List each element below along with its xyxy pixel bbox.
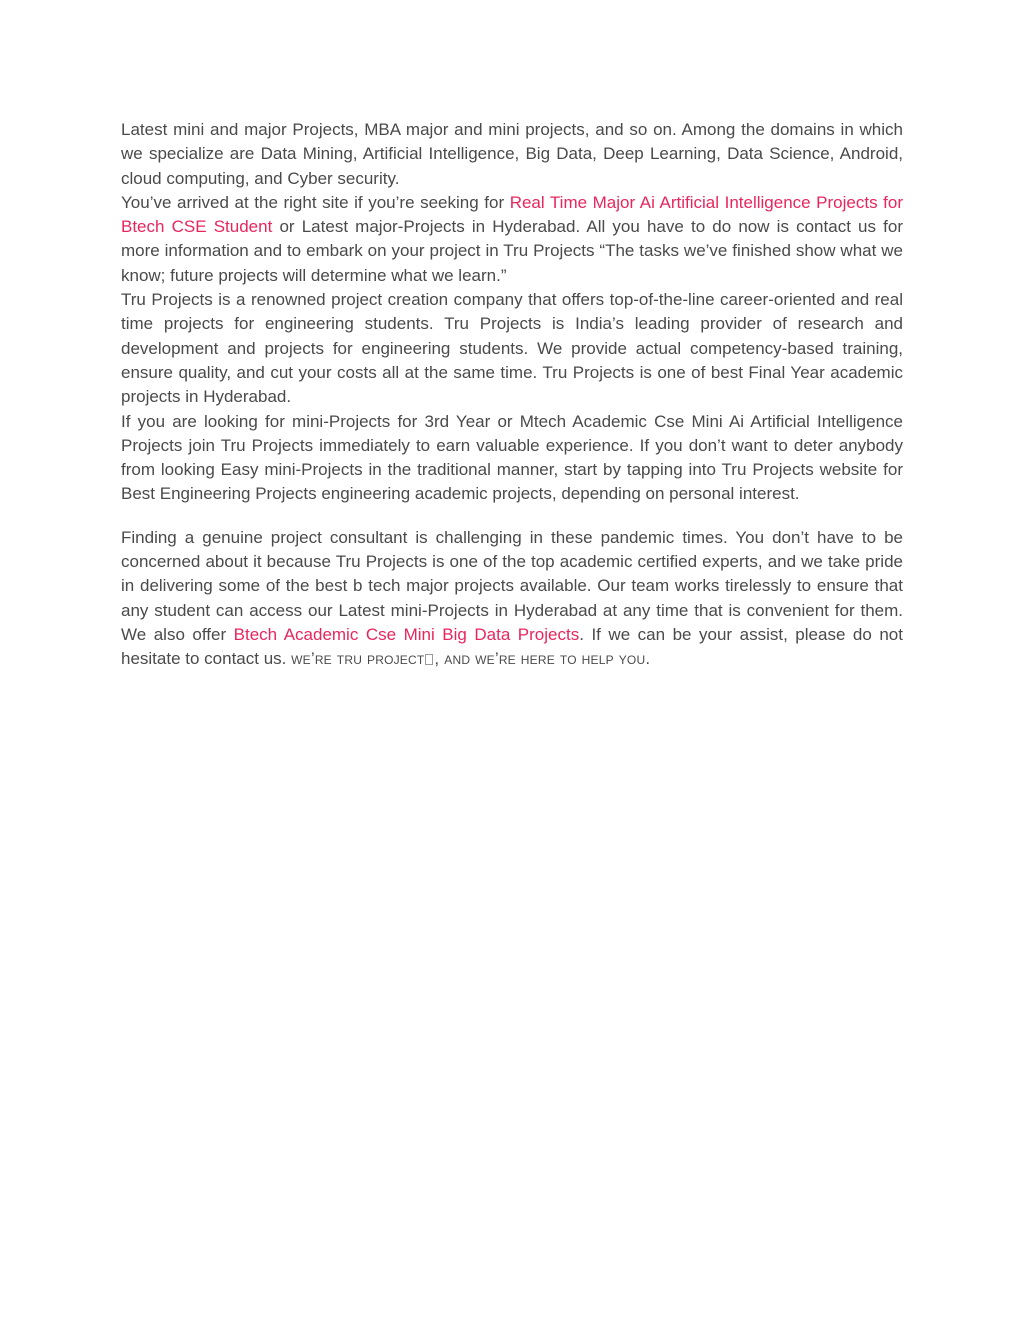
missing-glyph-icon	[425, 654, 433, 665]
big-data-projects-link[interactable]: Btech Academic Cse Mini Big Data Projects	[233, 624, 580, 644]
paragraph-company: Tru Projects is a renowned project creation company that offers top-of-the-line career-oriented and real time projects for engineering students. Tru Projects is India’s leading provider of research and development and projects for engineering students. We provide actual competency-based training, ensure quality, and cut your costs all at the same time. Tru Projects is one of best Final Year academic projects in Hyderabad.	[121, 290, 903, 407]
document-body	[121, 118, 903, 672]
paragraph-consultant-intro: Finding a genuine project consultant is challenging in these pandemic times. You don’t have to be concerned about it because Tru Projects is one of the top academic certified experts, and we take pride in delivering some of the best b tech major projects available. Our team works tirelessly to ensure that any student can access our Latest mini-Projects in Hyderabad at any time that is convenient for them. We also offer	[121, 527, 903, 644]
ai-projects-link[interactable]: Real Time Major Ai Artificial Intelligence Projects for Btech CSE Student	[121, 192, 904, 237]
paragraph-consultant-rest: . If we can be your assist, please do not hesitate to contact us.	[121, 624, 903, 669]
paragraph-mini-projects: If you are looking for mini-Projects for 3rd Year or Mtech Academic Cse Mini Ai Artificial Intelligence Projects join Tru Projects immediately to earn valuable experience. If you don’t want to deter anybody from looking Easy mini-Projects in the traditional manner, start by tapping into Tru Projects website for Best Engineering Projects engineering academic projects, depending on personal interest.	[121, 411, 903, 504]
paragraph-arrived	[121, 191, 903, 288]
closing-line-b: , and we’re here to help you.	[434, 649, 651, 669]
paragraph-consultant	[121, 526, 903, 672]
closing-line-a: we’re tru project	[291, 649, 425, 669]
paragraph-domains: Latest mini and major Projects, MBA major and mini projects, and so on. Among the domains in which we specialize are Data Mining, Artificial Intelligence, Big Data, Deep Learning, Data Science, Android, cloud computing, and Cyber security.	[121, 120, 903, 188]
paragraph-arrived-rest: or Latest major-Projects in Hyderabad. All you have to do now is contact us for more information and to embark on your project in Tru Projects “The tasks we’ve finished show what we know; future projects will determine what we learn.”	[121, 217, 903, 285]
paragraph-arrived-intro: You’ve arrived at the right site if you’re seeking for	[121, 192, 510, 212]
